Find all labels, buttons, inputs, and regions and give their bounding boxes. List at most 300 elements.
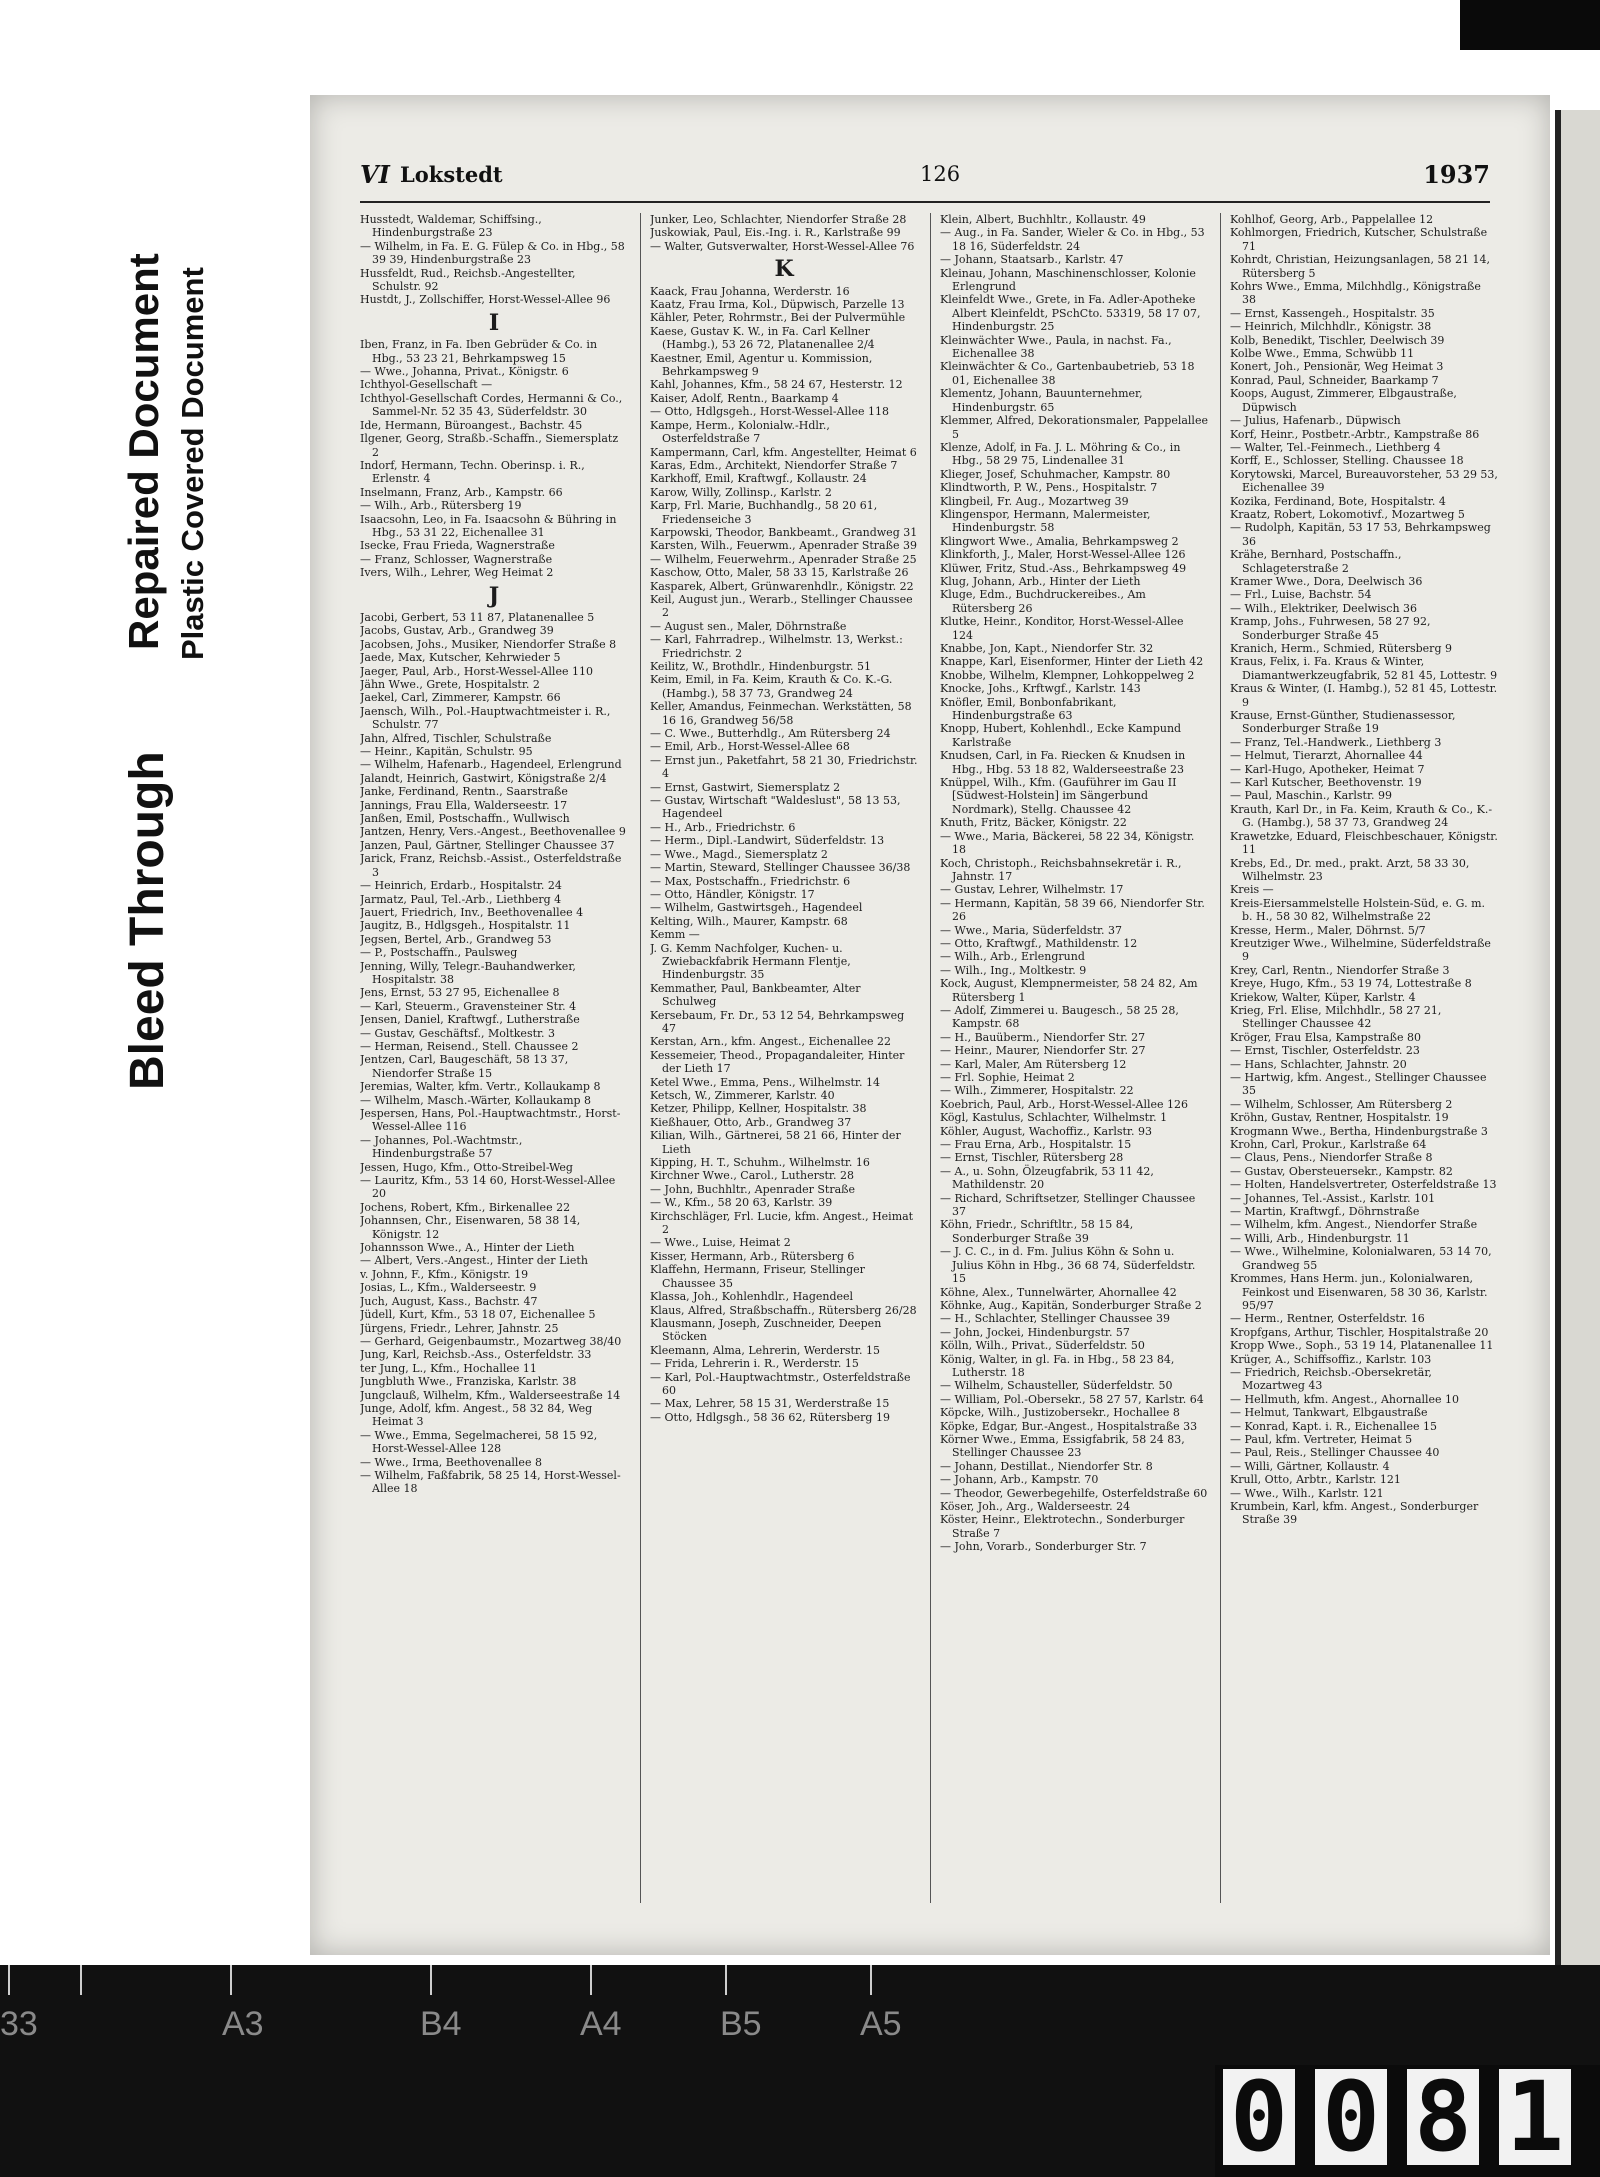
column-divider bbox=[930, 213, 931, 1903]
directory-entry: Koebrich, Paul, Arb., Horst-Wessel-Allee 126 bbox=[940, 1097, 1189, 1111]
directory-entry: Ide, Hermann, Büroangest., Bachstr. 45 bbox=[360, 418, 583, 432]
directory-entry: Kirchner Wwe., Carol., Lutherstr. 28 bbox=[650, 1169, 854, 1183]
directory-entry: Kampe, Herm., Kolonialw.-Hdlr., Osterfeldstraße 7 bbox=[650, 418, 830, 446]
directory-entry: — H., Arb., Friedrichstr. 6 bbox=[650, 820, 796, 834]
directory-entry: ter Jung, L., Kfm., Hochallee 11 bbox=[360, 1361, 537, 1375]
directory-entry: Kohlhof, Georg, Arb., Pappelallee 12 bbox=[1230, 213, 1434, 226]
directory-entry: Kohlmorgen, Friedrich, Kutscher, Schulstraße 71 bbox=[1230, 226, 1488, 253]
directory-entry: Jacobsen, Johs., Musiker, Niendorfer Straße 8 bbox=[360, 637, 617, 651]
directory-entry: Jarmatz, Paul, Tel.-Arb., Liethberg 4 bbox=[360, 892, 562, 906]
directory-entry: — Karl, Steuerm., Gravensteiner Str. 4 bbox=[360, 999, 577, 1013]
directory-entry: Krull, Otto, Arbtr., Karlstr. 121 bbox=[1230, 1473, 1401, 1487]
directory-entry: Köster, Heinr., Elektrotechn., Sonderburger Straße 7 bbox=[940, 1513, 1185, 1540]
directory-entry: Kohrs Wwe., Emma, Milchhdlg., Königstraße 38 bbox=[1230, 280, 1481, 307]
directory-entry: Kleinfeldt Wwe., Grete, in Fa. Adler-Apotheke Albert Kleinfeldt, PSchCto. 53319, 58 17 07, Hindenburgstr. 25 bbox=[940, 293, 1201, 334]
scan-condition-labels bbox=[120, 190, 290, 1150]
directory-entry: Kreye, Hugo, Kfm., 53 19 74, Lottestraße 8 bbox=[1230, 977, 1472, 991]
directory-entry: Kisser, Hermann, Arb., Rütersberg 6 bbox=[650, 1249, 855, 1263]
directory-entry: Köhne, Alex., Tunnelwärter, Ahornallee 42 bbox=[940, 1285, 1177, 1299]
directory-entry: — Wilhelm, Faßfabrik, 58 25 14, Horst-Wessel-Allee 18 bbox=[360, 1468, 621, 1496]
directory-entry: Ketzer, Philipp, Kellner, Hospitalstr. 38 bbox=[650, 1102, 867, 1116]
directory-entry: Krähe, Bernhard, Postschaffn., Schlageterstraße 2 bbox=[1230, 548, 1402, 575]
directory-entry: — Max, Postschaffn., Friedrichstr. 6 bbox=[650, 874, 851, 888]
directory-entry: — Aug., in Fa. Sander, Wieler & Co. in Hbg., 53 18 16, Süderfeldstr. 24 bbox=[940, 226, 1205, 253]
directory-entry: Jungbluth Wwe., Franziska, Karlstr. 38 bbox=[360, 1375, 577, 1389]
directory-entry: Knöfler, Emil, Bonbonfabrikant, Hindenburgstraße 63 bbox=[940, 695, 1117, 723]
directory-entry: — Walter, Gutsverwalter, Horst-Wessel-Allee 76 bbox=[650, 239, 915, 253]
directory-entry: Kleinau, Johann, Maschinenschlosser, Kolonie Erlengrund bbox=[940, 266, 1196, 294]
ruler-label: A5 bbox=[860, 2005, 902, 2043]
directory-entry: Karow, Willy, Zollinsp., Karlstr. 2 bbox=[650, 485, 832, 499]
directory-entry: — Frau Erna, Arb., Hospitalstr. 15 bbox=[940, 1138, 1132, 1152]
directory-entry: Johannsen, Chr., Eisenwaren, 58 38 14, Königstr. 12 bbox=[360, 1214, 581, 1241]
directory-entry: — Gustav, Obersteuersekr., Kampstr. 82 bbox=[1230, 1164, 1453, 1178]
directory-entry: — Wilh., Ing., Moltkestr. 9 bbox=[940, 963, 1087, 977]
directory-entry: Koch, Christoph., Reichsbahnsekretär i. R., Jahnstr. 17 bbox=[940, 856, 1182, 883]
directory-entry: Kaack, Frau Johanna, Werderstr. 16 bbox=[650, 284, 850, 298]
directory-entry: Kluge, Edm., Buchdruckereibes., Am Rütersberg 26 bbox=[940, 588, 1146, 615]
directory-entry: Kasparek, Albert, Grünwarenhdlr., Königstr. 22 bbox=[650, 579, 914, 593]
directory-entry: Klüwer, Fritz, Stud.-Ass., Behrkampsweg 49 bbox=[940, 561, 1187, 575]
directory-entry: Kessemeier, Theod., Propagandaleiter, Hinter der Lieth 17 bbox=[650, 1048, 905, 1076]
directory-entry: Kohrdt, Christian, Heizungsanlagen, 58 21 14, Rütersberg 5 bbox=[1230, 253, 1490, 280]
directory-entry: Körner Wwe., Emma, Essigfabrik, 58 24 83, Stellinger Chaussee 23 bbox=[940, 1432, 1185, 1460]
section-letter: I bbox=[488, 309, 500, 336]
directory-entry: Kemmather, Paul, Bankbeamter, Alter Schulweg bbox=[650, 981, 861, 1009]
directory-entry: — Heinr., Maurer, Niendorfer Str. 27 bbox=[940, 1044, 1146, 1058]
directory-entry: Keilitz, W., Brothdlr., Hindenburgstr. 51 bbox=[650, 660, 871, 673]
directory-entry: Kock, August, Klempnermeister, 58 24 82, Am Rütersberg 1 bbox=[940, 977, 1198, 1004]
directory-entry: Ketsch, W., Zimmerer, Karlstr. 40 bbox=[650, 1089, 835, 1102]
directory-entry: — Frl., Luise, Bachstr. 54 bbox=[1230, 588, 1372, 602]
directory-entry: Jensen, Daniel, Kraftwgf., Lutherstraße bbox=[360, 1013, 580, 1027]
directory-entry: Kramer Wwe., Dora, Deelwisch 36 bbox=[1230, 574, 1423, 588]
directory-entry: Klemmer, Alfred, Dekorationsmaler, Pappelallee 5 bbox=[940, 414, 1208, 441]
page-year: 1937 bbox=[1423, 160, 1490, 189]
directory-entry: Klausmann, Joseph, Zuschneider, Deepen Stöcken bbox=[650, 1316, 882, 1344]
directory-entry: Kirchschläger, Frl. Lucie, kfm. Angest., Heimat 2 bbox=[650, 1209, 914, 1237]
ruler-tick bbox=[430, 1965, 432, 1995]
directory-entry: — Gustav, Geschäftsf., Moltkestr. 3 bbox=[360, 1026, 556, 1040]
directory-entry: Krumbein, Karl, kfm. Angest., Sonderburger Straße 39 bbox=[1230, 1500, 1479, 1527]
directory-entry: Kleemann, Alma, Lehrerin, Werderstr. 15 bbox=[650, 1343, 880, 1357]
directory-entry: Kranich, Herm., Schmied, Rütersberg 9 bbox=[1230, 642, 1452, 655]
directory-entry: Jacobi, Gerbert, 53 11 87, Platanenallee 5 bbox=[360, 610, 595, 624]
directory-entry: — A., u. Sohn, Ölzeugfabrik, 53 11 42, Mathildenstr. 20 bbox=[940, 1164, 1154, 1192]
directory-entry: Kleinwächter & Co., Gartenbaubetrieb, 53 18 01, Eichenallee 38 bbox=[940, 360, 1195, 387]
directory-entry: — Johannes, Tel.-Assist., Karlstr. 101 bbox=[1230, 1191, 1436, 1205]
directory-entry: — Wilhelm, in Fa. E. G. Fülep & Co. in Hbg., 58 39 39, Hindenburgstraße 23 bbox=[360, 239, 625, 267]
ruler-tick bbox=[725, 1965, 727, 1995]
ruler-label: 33 bbox=[0, 2005, 38, 2043]
directory-entry: Konrad, Paul, Schneider, Baarkamp 7 bbox=[1230, 373, 1439, 387]
ruler-label: A3 bbox=[222, 2005, 264, 2043]
directory-entry: Kreutziger Wwe., Wilhelmine, Süderfeldstraße 9 bbox=[1230, 936, 1491, 964]
directory-entry: Kreis-Eiersammelstelle Holstein-Süd, e. G. m. b. H., 58 30 82, Wilhelmstraße 22 bbox=[1230, 896, 1485, 924]
directory-entry: Köpcke, Wilh., Justizobersekr., Hochallee 8 bbox=[940, 1406, 1180, 1420]
directory-entry: Klug, Johann, Arb., Hinter der Lieth bbox=[940, 574, 1141, 588]
directory-entry: — Otto, Hdlgsgeh., Horst-Wessel-Allee 118 bbox=[650, 405, 890, 419]
directory-entry: — Franz, Schlosser, Wagnerstraße bbox=[360, 552, 553, 566]
counter-digit: 0 bbox=[1315, 2069, 1387, 2165]
directory-entry: — Hans, Schlachter, Jahnstr. 20 bbox=[1230, 1057, 1407, 1071]
directory-entry: — Wwe., Wilhelmine, Kolonialwaren, 53 14 70, Grandweg 55 bbox=[1230, 1245, 1492, 1272]
directory-entry: Klingbeil, Fr. Aug., Mozartweg 39 bbox=[940, 494, 1129, 508]
directory-entry: — Paul, kfm. Vertreter, Heimat 5 bbox=[1230, 1432, 1413, 1446]
directory-entry: — J. C. C., in d. Fm. Julius Köhn & Sohn u. Julius Köhn in Hbg., 36 68 74, Süderfeldstr. 15 bbox=[940, 1245, 1196, 1286]
directory-entry: — Friedrich, Reichsb.-Obersekretär, Mozartweg 43 bbox=[1230, 1365, 1432, 1393]
directory-entry: Jung, Karl, Reichsb.-Ass., Osterfeldstr. 33 bbox=[360, 1348, 592, 1362]
directory-entry: J. G. Kemm Nachfolger, Kuchen- u. Zwiebackfabrik Hermann Flentje, Hindenburgstr. 35 bbox=[650, 941, 851, 982]
directory-entry: Jannings, Frau Ella, Walderseestr. 17 bbox=[360, 798, 568, 812]
directory-entry: Klieger, Josef, Schuhmacher, Kampstr. 80 bbox=[940, 467, 1171, 481]
directory-entry: Kaschow, Otto, Maler, 58 33 15, Karlstraße 26 bbox=[650, 566, 909, 580]
directory-entry: Krogmann Wwe., Bertha, Hindenburgstraße 3 bbox=[1230, 1124, 1488, 1138]
directory-entry: Jürgens, Friedr., Lehrer, Jahnstr. 25 bbox=[360, 1321, 559, 1335]
directory-entry: Kögl, Kastulus, Schlachter, Wilhelmstr. 1 bbox=[940, 1111, 1168, 1125]
directory-entry: — Frida, Lehrerin i. R., Werderstr. 15 bbox=[650, 1357, 859, 1371]
scan-ruler bbox=[0, 1965, 1600, 2177]
directory-entry: Inselmann, Franz, Arb., Kampstr. 66 bbox=[360, 485, 563, 499]
directory-entry: Keim, Emil, in Fa. Keim, Krauth & Co. K.-G. (Hambg.), 58 37 73, Grandweg 24 bbox=[650, 673, 893, 700]
directory-entry: Josias, L., Kfm., Walderseestr. 9 bbox=[360, 1281, 537, 1295]
directory-entry: Kölln, Wilh., Privat., Süderfeldstr. 50 bbox=[940, 1339, 1145, 1353]
directory-entry: Isaacsohn, Leo, in Fa. Isaacsohn & Bühring in Hbg., 53 31 22, Eichenallee 31 bbox=[360, 512, 617, 539]
counter-digit: 8 bbox=[1407, 2069, 1479, 2165]
directory-entry: Jessen, Hugo, Kfm., Otto-Streibel-Weg bbox=[360, 1160, 573, 1174]
directory-entry: Ichthyol-Gesellschaft Cordes, Hermanni & Co., Sammel-Nr. 52 35 43, Süderfeldstr. 30 bbox=[360, 391, 623, 419]
directory-entry: — Max, Lehrer, 58 15 31, Werderstraße 15 bbox=[650, 1397, 890, 1411]
directory-entry: Krüger, A., Schiffsoffiz., Karlstr. 103 bbox=[1230, 1352, 1432, 1366]
directory-entry: — H., Bauüberm., Niendorfer Str. 27 bbox=[940, 1030, 1146, 1044]
directory-entry: Jaeger, Paul, Arb., Horst-Wessel-Allee 110 bbox=[360, 664, 593, 678]
column-1 bbox=[360, 213, 628, 1903]
directory-entry: Jacobs, Gustav, Arb., Grandweg 39 bbox=[360, 624, 554, 638]
directory-entry: — Albert, Vers.-Angest., Hinter der Lieth bbox=[360, 1254, 588, 1268]
directory-entry: — Wilh., Arb., Erlengrund bbox=[940, 950, 1085, 964]
directory-entry: — Otto, Kraftwgf., Mathildenstr. 12 bbox=[940, 936, 1138, 950]
directory-entry: — Gerhard, Geigenbaumstr., Mozartweg 38/40 bbox=[360, 1334, 622, 1348]
directory-entry: — Wilhelm, Hafenarb., Hagendeel, Erlengrund bbox=[360, 758, 622, 772]
directory-entry: — H., Schlachter, Stellinger Chaussee 39 bbox=[940, 1312, 1171, 1326]
directory-entry: Kipping, H. T., Schuhm., Wilhelmstr. 16 bbox=[650, 1156, 870, 1170]
directory-entry: — Willi, Arb., Hindenburgstr. 11 bbox=[1230, 1231, 1410, 1245]
directory-entry: — Wilh., Zimmerer, Hospitalstr. 22 bbox=[940, 1084, 1134, 1098]
directory-entry: — Ernst jun., Paketfahrt, 58 21 30, Friedrichstr. 4 bbox=[650, 753, 918, 781]
directory-entry: — Wwe., Emma, Segelmacherei, 58 15 92, Horst-Wessel-Allee 128 bbox=[360, 1428, 598, 1456]
directory-entry: — Paul, Maschin., Karlstr. 99 bbox=[1230, 789, 1393, 803]
directory-entry: — Karl, Maler, Am Rütersberg 12 bbox=[940, 1057, 1127, 1071]
top-margin bbox=[0, 0, 1600, 50]
directory-entry: Krause, Ernst-Günther, Studienassessor, Sonderburger Straße 19 bbox=[1230, 709, 1456, 736]
directory-entry: — Wilh., Arb., Rütersberg 19 bbox=[360, 499, 522, 513]
directory-entry: Klutke, Heinr., Konditor, Horst-Wessel-Allee 124 bbox=[940, 615, 1184, 642]
column-4 bbox=[1230, 213, 1498, 1903]
directory-entry: Jenning, Willy, Telegr.-Bauhandwerker, Hospitalstr. 38 bbox=[360, 959, 576, 986]
directory-entry: — Richard, Schriftsetzer, Stellinger Chaussee 37 bbox=[940, 1191, 1196, 1219]
directory-entry: Husstedt, Waldemar, Schiffsing., Hindenburgstraße 23 bbox=[360, 213, 542, 240]
directory-entry: Köpke, Edgar, Bur.-Angest., Hospitalstraße 33 bbox=[940, 1419, 1198, 1433]
directory-entry: Kramp, Johs., Fuhrwesen, 58 27 92, Sonderburger Straße 45 bbox=[1230, 615, 1431, 642]
directory-entry: — Helmut, Tierarzt, Ahornallee 44 bbox=[1230, 749, 1423, 763]
directory-entry: Karsten, Wilh., Feuerwm., Apenrader Straße 39 bbox=[650, 539, 917, 553]
directory-entry: Krommes, Hans Herm. jun., Kolonialwaren, Feinkost und Eisenwaren, 58 30 36, Karlstr. 95/97 bbox=[1230, 1272, 1488, 1312]
directory-entry: Koops, August, Zimmerer, Elbgaustraße, Düpwisch bbox=[1230, 387, 1457, 414]
directory-entry: Kriekow, Walter, Küper, Karlstr. 4 bbox=[1230, 990, 1416, 1004]
directory-entry: Jalandt, Heinrich, Gastwirt, Königstraße 2/4 bbox=[360, 771, 607, 785]
label-bleed-through: Bleed Through bbox=[121, 751, 174, 1090]
counter-digit: 1 bbox=[1499, 2069, 1571, 2165]
directory-entry: — Wilhelm, Masch.-Wärter, Kollaukamp 8 bbox=[360, 1093, 592, 1107]
directory-entry: — Gustav, Wirtschaft "Waldeslust", 58 13 53, Hagendeel bbox=[650, 794, 901, 821]
directory-entry: Kröger, Frau Elsa, Kampstraße 80 bbox=[1230, 1030, 1421, 1044]
section-letter: K bbox=[774, 256, 794, 283]
directory-entry: Knabbe, Jon, Kapt., Niendorfer Str. 32 bbox=[940, 642, 1154, 655]
directory-entry: Kleinwächter Wwe., Paula, in nachst. Fa., Eichenallee 38 bbox=[940, 333, 1172, 361]
directory-entry: Hustdt, J., Zollschiffer, Horst-Wessel-Allee 96 bbox=[360, 293, 611, 307]
directory-entry: — Gustav, Lehrer, Wilhelmstr. 17 bbox=[940, 883, 1124, 897]
directory-entry: — Ernst, Gastwirt, Siemersplatz 2 bbox=[650, 780, 841, 794]
directory-entry: Kreis — bbox=[1230, 883, 1274, 897]
directory-entry: — Johann, Destillat., Niendorfer Str. 8 bbox=[940, 1459, 1153, 1473]
ruler-label: B5 bbox=[720, 2005, 762, 2043]
directory-entry: Knappe, Karl, Eisenformer, Hinter der Lieth 42 bbox=[940, 655, 1204, 669]
directory-entry: Indorf, Hermann, Techn. Oberinsp. i. R., Erlenstr. 4 bbox=[360, 458, 585, 486]
directory-entry: — Karl-Hugo, Apotheker, Heimat 7 bbox=[1230, 762, 1425, 776]
directory-entry: — Johann, Staatsarb., Karlstr. 47 bbox=[940, 253, 1124, 267]
directory-entry: — Ernst, Tischler, Osterfeldstr. 23 bbox=[1230, 1044, 1420, 1058]
directory-entry: — Heinr., Kapitän, Schulstr. 95 bbox=[360, 745, 533, 759]
directory-entry: Knuth, Fritz, Bäcker, Königstr. 22 bbox=[940, 816, 1127, 830]
directory-entry: Knobbe, Wilhelm, Klempner, Lohkoppelweg 2 bbox=[940, 668, 1195, 682]
directory-entry: Knudsen, Carl, in Fa. Riecken & Knudsen in Hbg., Hbg. 53 18 82, Walderseestraße 23 bbox=[940, 749, 1186, 776]
directory-entry: — P., Postschaffn., Paulsweg bbox=[360, 946, 518, 960]
directory-entry: — Wilhelm, kfm. Angest., Niendorfer Straße bbox=[1230, 1218, 1478, 1232]
directory-entry: Janßen, Emil, Postschaffn., Wullwisch bbox=[360, 812, 570, 826]
directory-entry: Kilian, Wilh., Gärtnerei, 58 21 66, Hinter der Lieth bbox=[650, 1129, 901, 1156]
directory-entry: Kähler, Peter, Rohrmstr., Bei der Pulvermühle bbox=[650, 311, 906, 325]
directory-entry: Krieg, Frl. Elise, Milchhdlr., 58 27 21, Stellinger Chaussee 42 bbox=[1230, 1003, 1442, 1031]
page-header bbox=[360, 160, 1490, 196]
directory-entry: — Heinrich, Milchhdlr., Königstr. 38 bbox=[1230, 320, 1432, 334]
directory-entry: Kolbe Wwe., Emma, Schwübb 11 bbox=[1230, 347, 1415, 361]
directory-entry: — Otto, Hdlgsgh., 58 36 62, Rütersberg 19 bbox=[650, 1410, 890, 1424]
directory-entry: — Hermann, Kapitän, 58 39 66, Niendorfer Str. 26 bbox=[940, 896, 1205, 924]
directory-entry: Kozika, Ferdinand, Bote, Hospitalstr. 4 bbox=[1230, 494, 1446, 508]
directory-entry: — Hellmuth, kfm. Angest., Ahornallee 10 bbox=[1230, 1392, 1460, 1406]
ruler-label: B4 bbox=[420, 2005, 462, 2043]
directory-entry: Karas, Edm., Architekt, Niendorfer Straße 7 bbox=[650, 458, 898, 472]
directory-entry: — Martin, Steward, Stellinger Chaussee 36/38 bbox=[650, 861, 911, 875]
directory-entry: — Wwe., Wilh., Karlstr. 121 bbox=[1230, 1486, 1384, 1500]
label-plastic-covered-document: Plastic Covered Document bbox=[175, 267, 210, 660]
directory-entry: Kaatz, Frau Irma, Kol., Düpwisch, Parzelle 13 bbox=[650, 298, 905, 312]
directory-entry: Jarick, Franz, Reichsb.-Assist., Osterfeldstraße 3 bbox=[360, 852, 622, 879]
directory-entry: — William, Pol.-Obersekr., 58 27 57, Karlstr. 64 bbox=[940, 1392, 1204, 1406]
directory-entry: Köhnke, Aug., Kapitän, Sonderburger Straße 2 bbox=[940, 1298, 1202, 1312]
column-2 bbox=[650, 213, 918, 1903]
directory-entry: — Willi, Gärtner, Kollaustr. 4 bbox=[1230, 1459, 1390, 1473]
directory-entry: Iben, Franz, in Fa. Iben Gebrüder & Co. in Hbg., 53 23 21, Behrkampsweg 15 bbox=[360, 338, 598, 365]
directory-entry: — Wilhelm, Feuerwehrm., Apenrader Straße 25 bbox=[650, 552, 917, 566]
directory-entry: Kersebaum, Fr. Dr., 53 12 54, Behrkampsweg 47 bbox=[650, 1008, 905, 1035]
directory-entry: Kolb, Benedikt, Tischler, Deelwisch 39 bbox=[1230, 333, 1445, 347]
ruler-tick bbox=[870, 1965, 872, 1995]
directory-entry: Kraus & Winter, (I. Hambg.), 52 81 45, Lottestr. 9 bbox=[1230, 682, 1498, 709]
directory-entry: — Walter, Tel.-Feinmech., Liethberg 4 bbox=[1230, 440, 1441, 454]
counter-digit: 0 bbox=[1223, 2069, 1295, 2165]
directory-entry: Kerstan, Arn., kfm. Angest., Eichenallee 22 bbox=[650, 1035, 891, 1049]
directory-entry: Jaekel, Carl, Zimmerer, Kampstr. 66 bbox=[360, 691, 561, 705]
directory-entry: Krauth, Karl Dr., in Fa. Keim, Krauth & Co., K.-G. (Hambg.), 58 37 73, Grandweg 24 bbox=[1230, 802, 1493, 830]
directory-entry: Jochens, Robert, Kfm., Birkenallee 22 bbox=[360, 1200, 571, 1214]
directory-entry: Kahl, Johannes, Kfm., 58 24 67, Hesterstr. 12 bbox=[650, 378, 903, 392]
directory-entry: Janzen, Paul, Gärtner, Stellinger Chaussee 37 bbox=[360, 838, 615, 852]
directory-entry: Klingwort Wwe., Amalia, Behrkampsweg 2 bbox=[940, 534, 1179, 548]
directory-entry: — Helmut, Tankwart, Elbgaustraße bbox=[1230, 1406, 1428, 1420]
directory-entry: — Herm., Rentner, Osterfeldstr. 16 bbox=[1230, 1312, 1425, 1326]
directory-entry: Krawetzke, Eduard, Fleischbeschauer, Königstr. 11 bbox=[1230, 829, 1498, 857]
directory-entry: Klaffehn, Hermann, Friseur, Stellinger Chaussee 35 bbox=[650, 1263, 865, 1290]
directory-entry: — Frl. Sophie, Heimat 2 bbox=[940, 1071, 1075, 1084]
directory-entry: Jaugitz, B., Hdlgsgeh., Hospitalstr. 11 bbox=[360, 919, 571, 933]
directory-entry: — Wwe., Luise, Heimat 2 bbox=[650, 1236, 791, 1250]
directory-entry: — John, Vorarb., Sonderburger Str. 7 bbox=[940, 1540, 1147, 1554]
directory-entry: — Martin, Kraftwgf., Döhrnstraße bbox=[1230, 1205, 1420, 1219]
column-divider bbox=[1220, 213, 1221, 1903]
directory-entry: Kraatz, Robert, Lokomotivf., Mozartweg 5 bbox=[1230, 507, 1465, 521]
directory-entry: Krohn, Carl, Prokur., Karlstraße 64 bbox=[1230, 1138, 1427, 1152]
directory-entry: v. Johnn, F., Kfm., Königstr. 19 bbox=[360, 1267, 529, 1281]
directory-entry: — C. Wwe., Butterhdlg., Am Rütersberg 24 bbox=[650, 727, 891, 741]
directory-entry: — Wilhelm, Schausteller, Süderfeldstr. 50 bbox=[940, 1379, 1173, 1393]
directory-entry: Juskowiak, Paul, Eis.-Ing. i. R., Karlstraße 99 bbox=[650, 226, 901, 240]
directory-entry: Knocke, Johs., Krftwgf., Karlstr. 143 bbox=[940, 682, 1141, 696]
directory-entry: Jungclauß, Wilhelm, Kfm., Walderseestraße 14 bbox=[360, 1388, 621, 1402]
directory-entry: Klassa, Joh., Kohlenhdlr., Hagendeel bbox=[650, 1290, 854, 1304]
directory-entry: Kaiser, Adolf, Rentn., Baarkamp 4 bbox=[650, 391, 839, 405]
directory-entry: Klindtworth, P. W., Pens., Hospitalstr. 7 bbox=[940, 481, 1158, 495]
directory-entry: Ichthyol-Gesellschaft — bbox=[360, 378, 493, 392]
directory-entry: — Claus, Pens., Niendorfer Straße 8 bbox=[1230, 1151, 1433, 1165]
ruler-tick bbox=[590, 1965, 592, 1995]
directory-entry: — John, Jockei, Hindenburgstr. 57 bbox=[940, 1325, 1130, 1339]
directory-entry: — Karl Kutscher, Beethovenstr. 19 bbox=[1230, 776, 1422, 790]
directory-entry: Jens, Ernst, 53 27 95, Eichenallee 8 bbox=[360, 986, 560, 1000]
directory-entry: Korff, E., Schlosser, Stelling. Chaussee 18 bbox=[1230, 454, 1464, 468]
directory-entry: — Heinrich, Erdarb., Hospitalstr. 24 bbox=[360, 879, 562, 893]
directory-entry: Klenze, Adolf, in Fa. J. L. Möhring & Co., in Hbg., 58 29 75, Lindenallee 31 bbox=[940, 440, 1181, 468]
directory-entry: — Rudolph, Kapitän, 53 17 53, Behrkampsweg 36 bbox=[1230, 521, 1491, 548]
directory-page bbox=[310, 95, 1550, 1955]
directory-entry: Jeremias, Walter, kfm. Vertr., Kollaukamp 8 bbox=[360, 1080, 601, 1094]
directory-entry: Junker, Leo, Schlachter, Niendorfer Straße 28 bbox=[650, 213, 907, 226]
directory-entry: Johannsson Wwe., A., Hinter der Lieth bbox=[360, 1241, 575, 1255]
directory-entry: — Konrad, Kapt. i. R., Eichenallee 15 bbox=[1230, 1419, 1437, 1433]
directory-entry: Kelting, Wilh., Maurer, Kampstr. 68 bbox=[650, 914, 848, 928]
directory-entry: — Ernst, Tischler, Rütersberg 28 bbox=[940, 1151, 1124, 1165]
ruler-tick bbox=[8, 1965, 10, 1995]
directory-entry: Klementz, Johann, Bauunternehmer, Hindenburgstr. 65 bbox=[940, 387, 1143, 414]
directory-entry: Jüdell, Kurt, Kfm., 53 18 07, Eichenallee 5 bbox=[360, 1308, 596, 1322]
directory-entry: Jentzen, Carl, Baugeschäft, 58 13 37, Niendorfer Straße 15 bbox=[360, 1053, 569, 1080]
directory-entry: — Hartwig, kfm. Angest., Stellinger Chaussee 35 bbox=[1230, 1071, 1487, 1098]
directory-entry: Kemm — bbox=[650, 928, 700, 942]
directory-entry: Kampermann, Carl, kfm. Angestellter, Heimat 6 bbox=[650, 445, 917, 459]
directory-entry: Köser, Joh., Arg., Walderseestr. 24 bbox=[940, 1500, 1131, 1513]
directory-entry: Köhler, August, Wachoffiz., Karlstr. 93 bbox=[940, 1124, 1152, 1138]
directory-entry: — Wwe., Magd., Siemersplatz 2 bbox=[650, 847, 828, 861]
frame-counter bbox=[1215, 2061, 1600, 2177]
directory-entry: — Wilh., Elektriker, Deelwisch 36 bbox=[1230, 601, 1418, 615]
directory-entry: Juch, August, Kass., Bachstr. 47 bbox=[360, 1294, 538, 1308]
directory-entry: — John, Buchhltr., Apenrader Straße bbox=[650, 1182, 855, 1196]
ruler-tick bbox=[80, 1965, 82, 1995]
directory-entry: Kießhauer, Otto, Arb., Grandweg 37 bbox=[650, 1115, 852, 1129]
directory-entry: Krey, Carl, Rentn., Niendorfer Straße 3 bbox=[1230, 963, 1450, 977]
directory-entry: — Theodor, Gewerbegehilfe, Osterfeldstraße 60 bbox=[940, 1486, 1208, 1500]
directory-entry: Jaensch, Wilh., Pol.-Hauptwachtmeister i. R., Schulstr. 77 bbox=[360, 704, 611, 732]
directory-entry: Ivers, Wilh., Lehrer, Weg Heimat 2 bbox=[360, 566, 554, 580]
directory-entry: — August sen., Maler, Döhrnstraße bbox=[650, 619, 847, 633]
adjacent-page-edge bbox=[1555, 110, 1600, 1980]
directory-entry: — Wwe., Maria, Bäckerei, 58 22 34, Königstr. 18 bbox=[940, 829, 1195, 857]
directory-entry: — Ernst, Kassengeh., Hospitalstr. 35 bbox=[1230, 306, 1435, 320]
directory-entry: Klein, Albert, Buchhltr., Kollaustr. 49 bbox=[940, 213, 1146, 226]
ruler-tick bbox=[230, 1965, 232, 1995]
directory-entry: Kresse, Herm., Maler, Döhrnst. 5/7 bbox=[1230, 923, 1426, 937]
directory-entry: — Emil, Arb., Horst-Wessel-Allee 68 bbox=[650, 740, 850, 754]
directory-entry: Knopp, Hubert, Kohlenhdl., Ecke Kampund Karlstraße bbox=[940, 722, 1182, 749]
directory-entry: Klingenspor, Hermann, Malermeister, Hindenburgstr. 58 bbox=[940, 507, 1151, 535]
directory-entry: Isecke, Frau Frieda, Wagnerstraße bbox=[360, 539, 555, 553]
directory-entry: — Wilhelm, Gastwirtsgeh., Hagendeel bbox=[650, 901, 863, 915]
ruler-label: A4 bbox=[580, 2005, 622, 2043]
directory-entry: Kropfgans, Arthur, Tischler, Hospitalstraße 20 bbox=[1230, 1325, 1489, 1339]
directory-entry: Knüppel, Wilh., Kfm. (Gauführer im Gau II [Südwest-Holstein] im Sängerbund Nordmark), Stellg. Chaussee 42 bbox=[940, 776, 1177, 816]
directory-entry: — Holten, Handelsvertreter, Osterfeldstraße 13 bbox=[1230, 1178, 1497, 1192]
directory-entry: Jähn Wwe., Grete, Hospitalstr. 2 bbox=[360, 678, 540, 691]
directory-entry: Kropp Wwe., Soph., 53 19 14, Platanenallee 11 bbox=[1230, 1339, 1494, 1353]
directory-entry: König, Walter, in gl. Fa. in Hbg., 58 23 84, Lutherstr. 18 bbox=[940, 1352, 1175, 1379]
directory-entry: Keller, Amandus, Feinmechan. Werkstätten, 58 16 16, Grandweg 56/58 bbox=[650, 700, 912, 727]
section-letter: J bbox=[488, 582, 500, 609]
directory-entry: Kaese, Gustav K. W., in Fa. Carl Kellner (Hambg.), 53 26 72, Platanenallee 2/4 bbox=[650, 324, 875, 352]
scan-corner-black bbox=[1460, 0, 1600, 50]
directory-entry: — Herman, Reisend., Stell. Chaussee 2 bbox=[360, 1039, 579, 1053]
directory-entry: Konert, Joh., Pensionär, Weg Heimat 3 bbox=[1230, 360, 1444, 374]
directory-entry: Karp, Frl. Marie, Buchhandlg., 58 20 61, Friedenseiche 3 bbox=[650, 499, 878, 526]
directory-entry: Klaus, Alfred, Straßbschaffn., Rütersberg 26/28 bbox=[650, 1303, 917, 1317]
directory-entry: Korf, Heinr., Postbetr.-Arbtr., Kampstraße 86 bbox=[1230, 427, 1480, 441]
directory-entry: — Adolf, Zimmerei u. Baugesch., 58 25 28, Kampstr. 68 bbox=[940, 1003, 1179, 1031]
directory-entry: Jegsen, Bertel, Arb., Grandweg 53 bbox=[360, 932, 552, 946]
column-divider bbox=[640, 213, 641, 1903]
directory-entry: — Johann, Arb., Kampstr. 70 bbox=[940, 1473, 1099, 1487]
directory-entry: Ilgener, Georg, Straßb.-Schaffn., Siemersplatz 2 bbox=[360, 432, 619, 459]
directory-entry: — Johannes, Pol.-Wachtmstr., Hindenburgstraße 57 bbox=[360, 1133, 523, 1161]
label-repaired-document: Repaired Document bbox=[120, 253, 167, 650]
directory-entry: Kraus, Felix, i. Fa. Kraus & Winter, Diamantwerkzeugfabrik, 52 81 45, Lottestr. 9 bbox=[1230, 655, 1498, 682]
directory-entry: — Franz, Tel.-Handwerk., Liethberg 3 bbox=[1230, 735, 1442, 749]
directory-entry: Ketel Wwe., Emma, Pens., Wilhelmstr. 14 bbox=[650, 1075, 880, 1089]
directory-entry: Jahn, Alfred, Tischler, Schulstraße bbox=[360, 731, 552, 745]
directory-entry: Krebs, Ed., Dr. med., prakt. Arzt, 58 33 30, Wilhelmstr. 23 bbox=[1230, 856, 1470, 883]
directory-entry: — Herm., Dipl.-Landwirt, Süderfeldstr. 13 bbox=[650, 834, 885, 848]
directory-entry: Kröhn, Gustav, Rentner, Hospitalstr. 19 bbox=[1230, 1111, 1449, 1125]
directory-entry: — W., Kfm., 58 20 63, Karlstr. 39 bbox=[650, 1196, 833, 1210]
directory-entry: Keil, August jun., Werarb., Stellinger Chaussee 2 bbox=[650, 592, 913, 620]
